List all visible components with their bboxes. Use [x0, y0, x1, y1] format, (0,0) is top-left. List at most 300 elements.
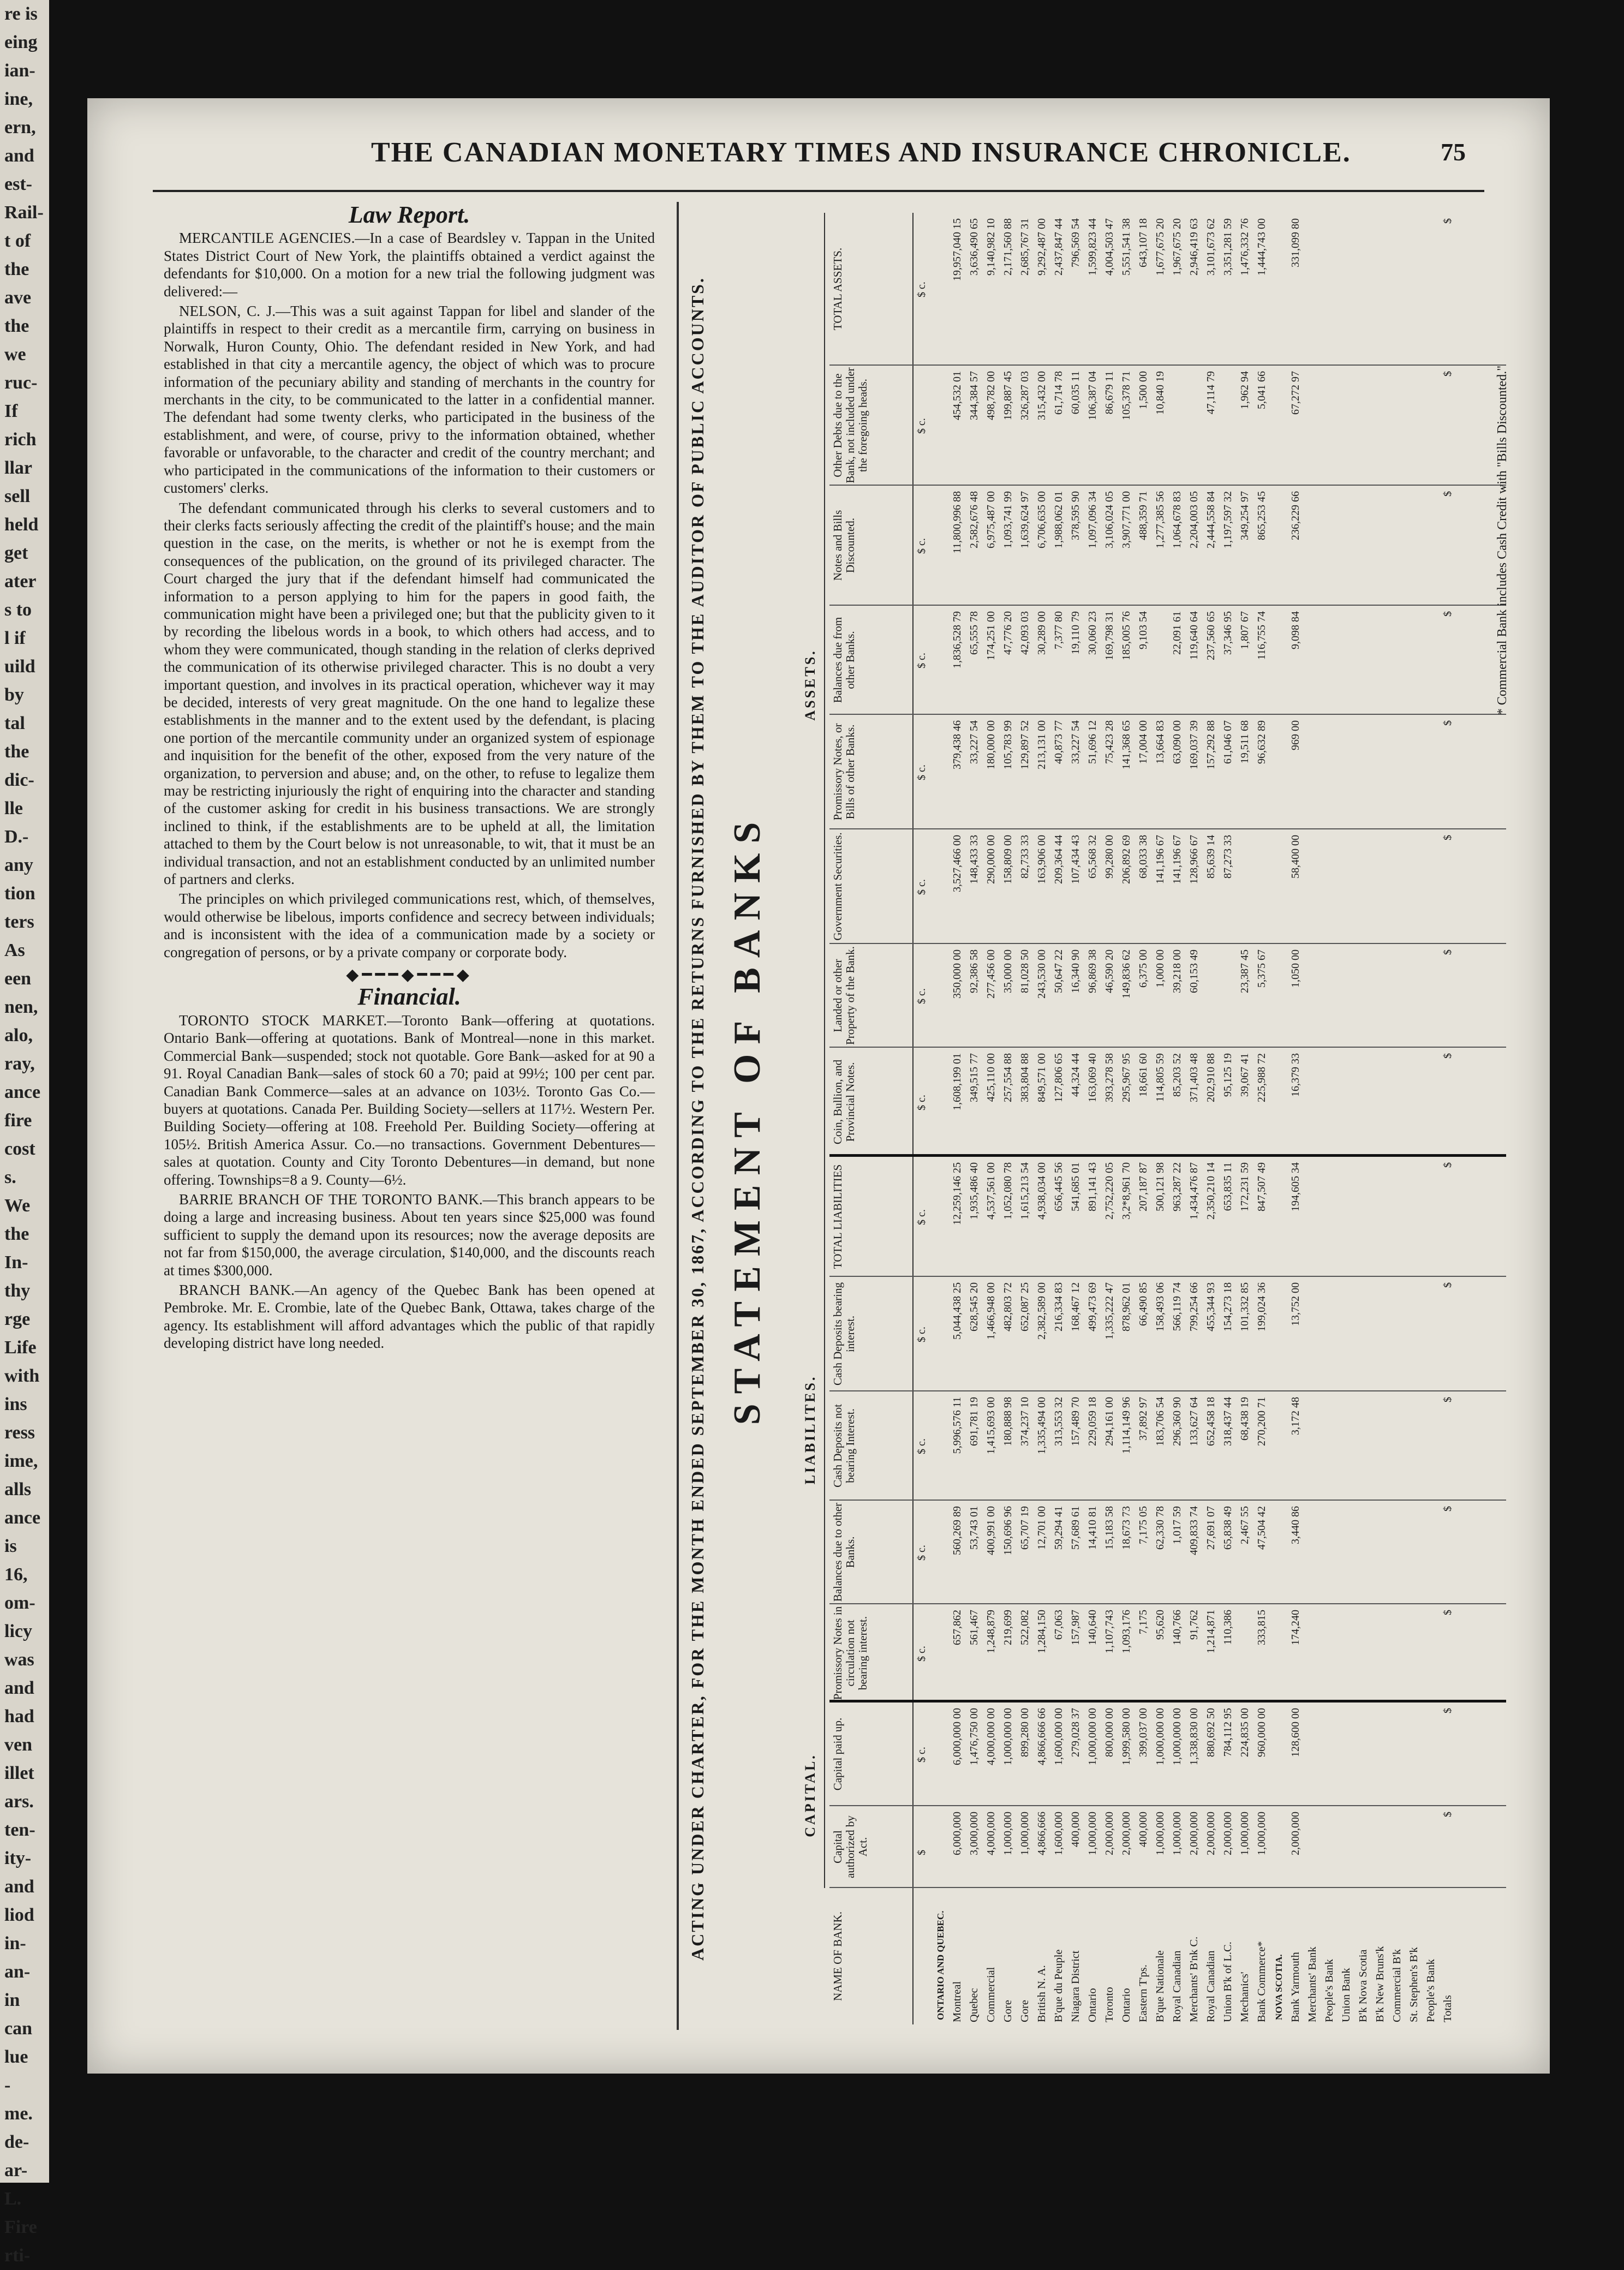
table-cell: 53,743 01	[968, 1506, 980, 1550]
margin-fragment: the	[4, 742, 29, 762]
table-cell	[1406, 835, 1423, 942]
bank-name: Union B'k of L.C.	[1222, 1942, 1234, 2022]
table-cell	[1389, 1162, 1406, 1275]
table-cell: 91,762	[1188, 1610, 1200, 1640]
table-cell: 482,803 72	[1002, 1282, 1014, 1331]
table-cell: 140,766	[1171, 1610, 1183, 1645]
table-cell: 3,527,466 00	[951, 835, 963, 892]
table-cell: 499,473 69	[1086, 1282, 1098, 1331]
table-cell	[1338, 371, 1355, 483]
table-cell: 60,153 49	[1188, 949, 1200, 993]
table-cell: 2,000,000	[1222, 1812, 1234, 1855]
unit-label: $ c.	[916, 764, 928, 780]
table-cell: 2,350,210 14	[1205, 1162, 1217, 1220]
margin-fragment: -	[4, 2075, 11, 2095]
table-cell: 2,946,419 63	[1188, 218, 1200, 276]
margin-fragment: tion	[4, 883, 35, 904]
margin-fragment: s.	[4, 1167, 16, 1187]
unit-label: $ c.	[916, 1438, 928, 1454]
column-rule	[829, 1047, 1506, 1048]
newspaper-page	[87, 98, 1550, 2074]
table-cell: 400,000	[1070, 1812, 1082, 1847]
table-cell: 37,346 95	[1222, 611, 1234, 655]
table-cell: 2,000,000	[1289, 1812, 1301, 1855]
table-cell: 1,000,000 00	[1002, 1708, 1014, 1765]
column-header: Balances due to other Banks.	[829, 1501, 911, 1604]
table-cell: 1,248,879	[985, 1610, 997, 1653]
margin-fragment: 16,	[4, 1564, 28, 1585]
table-cell: 216,334 83	[1053, 1282, 1065, 1331]
table-cell	[1372, 1610, 1389, 1700]
table-cell: 96,869 38	[1086, 949, 1098, 993]
table-cell: 206,892 69	[1120, 835, 1132, 884]
table-cell	[1406, 1610, 1423, 1700]
table-cell	[1389, 371, 1406, 483]
bank-name: Merchants' Bank	[1306, 1946, 1318, 2022]
margin-fragment: rti-	[4, 2245, 31, 2266]
table-cell: 4,866,666	[1036, 1812, 1048, 1855]
table-cell: 865,253 45	[1256, 491, 1268, 540]
statement-footnote: * Commercial Bank includes Cash Credit with "Bills Discounted."	[1495, 366, 1509, 715]
table-cell: 62,330 78	[1154, 1506, 1166, 1550]
table-cell	[1355, 1812, 1372, 1886]
table-cell: 498,782 00	[985, 371, 997, 420]
table-cell: 13,752 00	[1289, 1282, 1301, 1326]
table-cell	[1389, 218, 1406, 363]
table-cell	[1321, 1708, 1338, 1804]
bank-name: B'k Nova Scotia	[1357, 1949, 1369, 2022]
table-cell: $	[1442, 371, 1454, 377]
table-cell: 213,131 00	[1036, 720, 1048, 769]
table-cell: 800,000 00	[1103, 1708, 1115, 1757]
table-cell	[1423, 218, 1440, 363]
table-cell: 3,000,000	[968, 1812, 980, 1855]
table-cell: 1,335,222 47	[1103, 1282, 1115, 1340]
table-cell: 194,605 34	[1289, 1162, 1301, 1211]
table-cell: 19,957,040 15	[951, 218, 963, 281]
table-cell: 294,161 00	[1103, 1397, 1115, 1446]
table-cell: 60,035 11	[1070, 371, 1082, 415]
table-cell: 114,805 59	[1154, 1053, 1166, 1102]
table-cell	[1355, 1397, 1372, 1498]
table-cell: 47,114 79	[1205, 371, 1217, 415]
table-cell: 237,560 65	[1205, 611, 1217, 660]
table-cell	[1423, 611, 1440, 713]
table-cell: $	[1442, 1282, 1454, 1288]
table-cell: 4,938,034 00	[1036, 1162, 1048, 1220]
bank-name: Royal Canadian	[1205, 1950, 1217, 2022]
table-cell: 158,493 06	[1154, 1282, 1166, 1331]
table-cell: 566,119 74	[1171, 1282, 1183, 1331]
table-cell: $	[1442, 1053, 1454, 1059]
table-cell: 12,259,146 25	[951, 1162, 963, 1225]
unit-label: $ c.	[916, 1646, 928, 1662]
table-cell: 133,627 64	[1188, 1397, 1200, 1446]
table-cell: 657,862	[951, 1610, 963, 1645]
table-cell	[1304, 1506, 1321, 1602]
table-cell: 65,707 19	[1019, 1506, 1031, 1550]
table-cell: 65,568 32	[1086, 835, 1098, 879]
table-cell: 39,067 41	[1239, 1053, 1251, 1097]
table-cell: 296,360 90	[1171, 1397, 1183, 1446]
table-cell: 371,403 48	[1188, 1053, 1200, 1102]
margin-fragment: Rail-	[4, 202, 44, 223]
law-report-paragraph: MERCANTILE AGENCIES.—In a case of Beardsley v. Tappan in the United States District Court of New York, the plaintiffs obtained a verdict against the defendants for $10,000. On a motion for a new trial the following judgment was delivered:—	[164, 230, 655, 300]
table-cell	[1406, 1397, 1423, 1498]
table-cell: $	[1442, 1397, 1454, 1402]
table-cell: 107,434 43	[1070, 835, 1082, 884]
table-cell	[1423, 1282, 1440, 1389]
column-rule	[829, 829, 1506, 830]
margin-fragment: we	[4, 344, 26, 365]
table-cell	[1304, 1610, 1321, 1700]
bank-name: Royal Canadian	[1171, 1950, 1183, 2022]
table-cell	[1423, 1708, 1440, 1804]
table-cell: 315,432 00	[1036, 371, 1048, 420]
table-cell: 75,423 28	[1103, 720, 1115, 764]
table-cell	[1423, 949, 1440, 1046]
table-cell: 157,987	[1070, 1610, 1082, 1645]
column-rule	[829, 365, 1506, 366]
group-head-capital: CAPITAL.	[802, 1753, 818, 1837]
table-cell: $	[1442, 611, 1454, 617]
table-cell: 67,063	[1053, 1610, 1065, 1640]
financial-paragraph: TORONTO STOCK MARKET.—Toronto Bank—offering at quotations. Ontario Bank—offering at quotations. Bank of Montreal—none in this market. Commercial Bank—suspended; stock not quotable. Gore Bank—asked for at 90 a 91. Royal Canadian Bank—sales of stock 60 a 70; paid at 99½; 100 per cent par. Canadian Bank Commerce—sales at an advance on 103½. Toronto Gas Co.—buyers at quotations. Canada Per. Building Society—sellers at 117½. Western Per. Building Society—offering at 108. Freehold Per. Building Society—offering at 105½. British America Assur. Co.—no transactions. Government Debentures—sales at quotation. County and City Toronto Debentures—in demand, but none offering. Townships=8 a 9. County—6½.	[164, 1012, 655, 1188]
margin-fragment: the	[4, 1224, 29, 1244]
table-cell: 643,107 18	[1137, 218, 1149, 267]
table-cell	[1389, 1053, 1406, 1155]
table-cell: 270,200 71	[1256, 1397, 1268, 1446]
table-cell: 129,897 52	[1019, 720, 1031, 769]
table-cell: 157,489 70	[1070, 1397, 1082, 1446]
table-cell	[1304, 1053, 1321, 1155]
table-cell: 1,599,823 44	[1086, 218, 1098, 276]
bank-statement-region	[688, 202, 1528, 2035]
margin-fragment: alo,	[4, 1025, 33, 1046]
table-cell: 30,289 00	[1036, 611, 1048, 655]
table-cell	[1304, 1397, 1321, 1498]
table-cell: 141,196 67	[1171, 835, 1183, 884]
bank-name: Ontario	[1086, 1988, 1098, 2022]
bank-name: B'que du Peuple	[1053, 1949, 1065, 2022]
table-cell: 6,000,000	[951, 1812, 963, 1855]
table-cell	[1355, 835, 1372, 942]
table-cell: 19,511 68	[1239, 720, 1251, 764]
table-cell: 5,551,541 38	[1120, 218, 1132, 276]
column-header: Landed or other Property of the Bank.	[829, 944, 911, 1048]
table-cell	[1406, 491, 1423, 604]
table-cell	[1304, 371, 1321, 483]
table-cell: 174,251 00	[985, 611, 997, 660]
margin-fragment: and	[4, 1678, 34, 1698]
table-cell: 66,490 85	[1137, 1282, 1149, 1326]
table-cell: 236,229 66	[1289, 491, 1301, 540]
margin-fragment: ern,	[4, 117, 36, 138]
table-cell: 1,000,000 00	[1086, 1708, 1098, 1765]
table-cell	[1304, 835, 1321, 942]
margin-fragment: rich	[4, 429, 37, 450]
table-cell: 172,231 59	[1239, 1162, 1251, 1211]
table-cell: 350,000 00	[951, 949, 963, 999]
table-cell: 150,696 96	[1002, 1506, 1014, 1555]
table-cell: 1,052,080 78	[1002, 1162, 1014, 1220]
table-cell: 3,2*8,961 70	[1120, 1162, 1132, 1220]
table-cell: 1,000,000	[1002, 1812, 1014, 1855]
table-cell: 349,515 77	[968, 1053, 980, 1102]
table-cell: 17,004 00	[1137, 720, 1149, 764]
table-cell: 652,458 18	[1205, 1397, 1217, 1446]
table-cell: 7,175 05	[1137, 1506, 1149, 1544]
table-cell: 180,000 00	[985, 720, 997, 769]
table-cell: 3,636,490 65	[968, 218, 980, 276]
table-cell: 22,091 61	[1171, 611, 1183, 655]
margin-fragment: cost	[4, 1139, 35, 1159]
margin-fragment: get	[4, 543, 28, 563]
table-cell: 42,093 03	[1019, 611, 1031, 655]
margin-fragment: ater	[4, 571, 37, 592]
header-rule	[153, 190, 1484, 192]
table-cell: 6,975,487 00	[985, 491, 997, 548]
table-cell	[1237, 835, 1253, 942]
table-cell: 9,098 84	[1289, 611, 1301, 649]
table-cell: 47,776 20	[1002, 611, 1014, 655]
table-cell	[1304, 1708, 1321, 1804]
table-cell: 2,382,589 00	[1036, 1282, 1048, 1340]
table-cell	[1321, 1812, 1338, 1886]
table-cell: 277,456 00	[985, 949, 997, 999]
table-cell: 1,967,675 20	[1171, 218, 1183, 276]
table-cell: 1,197,597 32	[1222, 491, 1234, 548]
law-report-body	[164, 229, 655, 961]
law-report-paragraph: The defendant communicated through his clerks to several customers and to their clerks facts seriously affecting the credit of the plaintiff's house; and the main question in the case, on the merits, is whether or not he is exempt from the consequences of the publication, on the ground of its privileged character. The Court charged the jury that if the defendant himself had communicated the information to a person applying to him for the papers in good faith, the communication might have been a privileged one; but that the publicity given to it by recording the libelous words in a book, to which others had access, and to whom they were communicated, though standing in the relation of clerks deprived the communication of its otherwise privileged character. This is no doubt a very important question, and involves in its practical operation, whichever way it may be decided, interests of very great magnitude. On the one hand to legalize these establishments in the manner and to the extent used by the defendant, is placing one portion of the mercantile community under an organized system of espionage and inquisition for the benefit of the other, exposed from the very nature of the organization, to perversion and abuse; and, on the other, to refuse to legalize them may be restricting injuriously the right of enquiring into the character and standing of the customer asking for credit in his business transactions. We are strongly inclined to think, if the establishments are to be upheld at all, the limitation attached to them by the Court below is not unreasonable, to wit, that it must be an individual transaction, and not an establishment conducted by an unlimited number of partners and clerks.	[164, 499, 655, 888]
table-cell: 960,000 00	[1256, 1708, 1268, 1757]
table-cell	[1355, 1162, 1372, 1275]
column-rule	[829, 1391, 1506, 1392]
table-cell	[1321, 1282, 1338, 1389]
table-cell: 1,608,199 01	[951, 1053, 963, 1110]
table-cell: 86,679 11	[1103, 371, 1115, 415]
table-cell: 399,037 00	[1137, 1708, 1149, 1757]
table-cell: 400,991 00	[985, 1506, 997, 1555]
table-cell: 279,028 37	[1070, 1708, 1082, 1757]
table-cell: $	[1442, 491, 1454, 497]
table-cell: 691,781 19	[968, 1397, 980, 1446]
table-cell	[1304, 611, 1321, 713]
bank-name: Bank Commerce*	[1256, 1941, 1268, 2022]
column-header: NAME OF BANK.	[831, 1911, 844, 2001]
table-cell: 105,783 99	[1002, 720, 1014, 769]
column-header: Coin, Bullion, and Provincial Notes.	[829, 1048, 911, 1157]
table-cell: 180,888 98	[1002, 1397, 1014, 1446]
table-cell: 50,647 22	[1053, 949, 1065, 993]
table-cell: 3,172 48	[1289, 1397, 1301, 1435]
column-rule	[829, 485, 1506, 486]
table-cell	[1389, 491, 1406, 604]
margin-fragment: ress	[4, 1423, 35, 1443]
table-cell	[1321, 218, 1338, 363]
margin-fragment: uild	[4, 656, 35, 677]
table-cell: 67,272 97	[1289, 371, 1301, 415]
table-cell: 199,887 45	[1002, 371, 1014, 420]
table-cell	[1372, 949, 1389, 1046]
table-cell: 3,907,771 00	[1120, 491, 1132, 548]
table-cell	[1372, 611, 1389, 713]
table-cell	[1338, 1708, 1355, 1804]
margin-fragment: is	[4, 1536, 17, 1556]
margin-fragment: lle	[4, 798, 23, 819]
table-cell: 2,000,000	[1120, 1812, 1132, 1855]
table-cell: 2,000,000	[1205, 1812, 1217, 1855]
table-cell: 10,840 19	[1154, 371, 1166, 415]
group-head-liabilities: LIABILITES.	[802, 1375, 818, 1485]
margin-fragment: ruc-	[4, 373, 38, 393]
margin-fragment: eing	[4, 32, 38, 52]
table-cell: 68,438 19	[1239, 1397, 1251, 1441]
column-rule	[829, 1887, 1506, 1889]
table-cell: 35,000 00	[1002, 949, 1014, 993]
table-cell: 3,106,024 05	[1103, 491, 1115, 548]
table-cell: 318,437 44	[1222, 1397, 1234, 1446]
table-cell	[1321, 1162, 1338, 1275]
table-cell: 5,041 66	[1256, 371, 1268, 409]
table-cell: 1,000,000 00	[1171, 1708, 1183, 1765]
table-cell: 95,620	[1154, 1610, 1166, 1640]
financial-paragraph: BARRIE BRANCH OF THE TORONTO BANK.—This branch appears to be doing a large and increasing business. About ten years since $25,000 was found sufficient to supply the demand upon its resources; now the average deposits are not far from $150,000, the average circulation, $140,000, and the discounts reach at times $300,000.	[164, 1191, 655, 1279]
table-cell: 19,110 79	[1070, 611, 1082, 655]
table-cell: 1,600,000 00	[1053, 1708, 1065, 1765]
table-cell: 7,377 80	[1053, 611, 1065, 649]
margin-fragment: had	[4, 1706, 34, 1727]
table-cell: 105,378 71	[1120, 371, 1132, 420]
table-cell	[1372, 218, 1389, 363]
table-cell	[1355, 371, 1372, 483]
table-cell: $	[1442, 218, 1454, 224]
table-cell: 796,569 54	[1070, 218, 1082, 267]
table-cell: 44,324 44	[1070, 1053, 1082, 1097]
table-cell	[1372, 1506, 1389, 1602]
table-cell: $	[1442, 1812, 1454, 1817]
margin-fragment: We	[4, 1196, 31, 1216]
margin-fragment: re is	[4, 4, 38, 24]
table-cell: 652,087 25	[1019, 1282, 1031, 1331]
table-cell: 202,910 88	[1205, 1053, 1217, 1102]
table-cell: 1,000,000	[1171, 1812, 1183, 1855]
table-cell: 141,196 67	[1154, 835, 1166, 884]
table-cell: $	[1442, 1506, 1454, 1512]
table-cell: 6,375 00	[1137, 949, 1149, 988]
bank-name: St. Stephen's B'k	[1408, 1947, 1420, 2022]
table-cell: 849,571 00	[1036, 1053, 1048, 1102]
margin-fragment: ime,	[4, 1451, 38, 1471]
column-rule	[829, 1806, 1506, 1807]
table-cell: 2,204,003 05	[1188, 491, 1200, 548]
table-cell	[1389, 1708, 1406, 1804]
table-cell	[1372, 1397, 1389, 1498]
margin-fragment: een	[4, 969, 32, 989]
bank-name: Merchants' B'nk C.	[1188, 1936, 1200, 2022]
table-cell: 878,962 01	[1120, 1282, 1132, 1331]
table-cell: 628,545 20	[968, 1282, 980, 1331]
table-cell: 63,090 00	[1171, 720, 1183, 764]
column-rule	[829, 605, 1506, 606]
margin-fragment: liod	[4, 1905, 34, 1925]
table-cell: 344,384 57	[968, 371, 980, 420]
table-cell	[1355, 1053, 1372, 1155]
table-cell: 257,554 88	[1002, 1053, 1014, 1102]
page-number: 75	[1441, 138, 1466, 166]
table-cell: 199,024 36	[1256, 1282, 1268, 1331]
table-cell: 1,000,000	[1019, 1812, 1031, 1855]
table-cell	[1372, 491, 1389, 604]
table-cell: 1,335,494 00	[1036, 1397, 1048, 1454]
table-cell: 1,000,000 00	[1154, 1708, 1166, 1765]
column-rule	[829, 943, 1506, 945]
table-cell: 9,292,487 00	[1036, 218, 1048, 276]
table-cell: 500,121 98	[1154, 1162, 1166, 1211]
column-rule	[829, 1604, 1506, 1605]
table-cell: 3,101,673 62	[1205, 218, 1217, 276]
margin-fragment: Life	[4, 1337, 37, 1358]
unit-label: $ c.	[916, 988, 928, 1004]
financial-heading: Financial.	[357, 983, 461, 1011]
table-cell	[1423, 835, 1440, 942]
unit-label: $ c.	[916, 1095, 928, 1110]
table-cell	[1338, 1506, 1355, 1602]
law-report-paragraph: NELSON, C. J.—This was a suit against Tappan for libel and slander of the plaintiffs in respect to their credit as a mercantile firm, carrying on business in Norwalk, Huron County, Ohio. The defendant resided in New York, and had established in that city a mercantile agency, the object of which was to procure information of the pecuniary ability and standing of merchants in the country for merchants in the city, to be communicated to the latter in a confidential manner. The defendant had some twenty clerks, who participated in the business of the establishment, and were, of course, privy to the information obtained, whether favorable or unfavorable, to the character and credit of the country merchant; and who participated in the communications of the information to their customers or customers' clerks.	[164, 303, 655, 497]
table-cell: 1,107,743	[1103, 1610, 1115, 1653]
bank-name: People's Bank	[1323, 1959, 1335, 2022]
margin-fragment: ave	[4, 288, 32, 308]
table-cell: 349,254 97	[1239, 491, 1251, 540]
table-cell	[1389, 1506, 1406, 1602]
table-cell	[1372, 1708, 1389, 1804]
table-cell	[1423, 720, 1440, 827]
table-cell: 33,227 54	[1070, 720, 1082, 764]
margin-fragment: t of	[4, 231, 31, 251]
statement-title: STATEMENT OF BANKS	[726, 812, 768, 1425]
table-cell: 2,437,847 44	[1053, 218, 1065, 276]
table-cell	[1372, 1282, 1389, 1389]
table-cell	[1338, 491, 1355, 604]
table-cell	[1338, 1053, 1355, 1155]
table-cell: 96,632 89	[1256, 720, 1268, 764]
table-cell	[1389, 1282, 1406, 1389]
table-cell	[1304, 949, 1321, 1046]
table-cell: $	[1442, 720, 1454, 726]
margin-fragment: s to	[4, 600, 32, 620]
table-cell: 168,467 12	[1070, 1282, 1082, 1331]
table-cell: 1,093,176	[1120, 1610, 1132, 1653]
table-cell	[1304, 218, 1321, 363]
table-cell: 128,966 67	[1188, 835, 1200, 884]
unit-label: $ c.	[916, 1209, 928, 1225]
margin-fragment: If	[4, 401, 18, 421]
table-cell: 963,287 22	[1171, 1162, 1183, 1211]
table-cell: 59,294 41	[1053, 1506, 1065, 1550]
table-cell: $	[1442, 1162, 1454, 1168]
table-cell: 1,677,675 20	[1154, 218, 1166, 276]
table-cell	[1372, 1812, 1389, 1886]
table-cell: 969 00	[1289, 720, 1301, 750]
table-cell	[1406, 720, 1423, 827]
table-cell: 409,833 74	[1188, 1506, 1200, 1555]
margin-fragment: can	[4, 2018, 32, 2039]
table-cell: 1,114,149 96	[1120, 1397, 1132, 1454]
bank-name: Toronto	[1103, 1987, 1115, 2022]
margin-fragment: and	[4, 146, 34, 166]
table-cell	[1321, 1397, 1338, 1498]
table-cell	[1355, 611, 1372, 713]
